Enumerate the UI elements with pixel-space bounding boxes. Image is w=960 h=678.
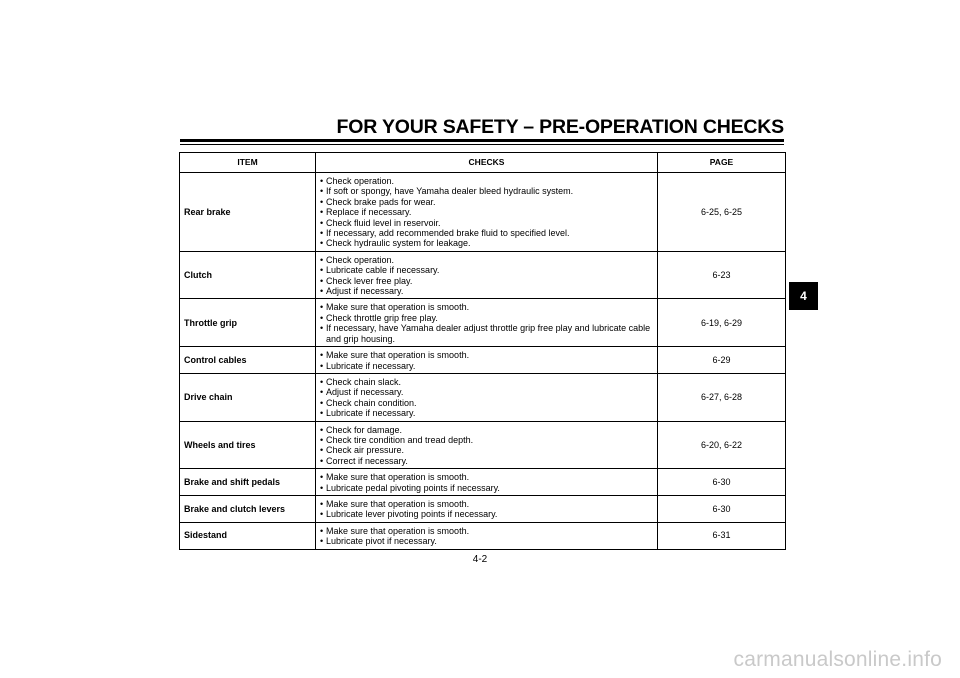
check-list-item: • Lubricate pedal pivoting points if necessary. (320, 483, 653, 493)
check-list-item: • Check fluid level in reservoir. (320, 218, 653, 228)
row-page-ref: 6-30 (658, 495, 786, 522)
check-list-item: • Make sure that operation is smooth. (320, 472, 653, 482)
pre-operation-checks-table (179, 152, 786, 550)
check-list-item: • If necessary, add recommended brake fluid to specified level. (320, 228, 653, 238)
check-list-item: • Make sure that operation is smooth. (320, 350, 653, 360)
check-list-item: • Lubricate cable if necessary. (320, 265, 653, 275)
row-page-ref: 6-25, 6-25 (658, 173, 786, 252)
column-header-page: PAGE (658, 153, 786, 173)
row-item: Rear brake (180, 173, 316, 252)
check-list-item: • Check air pressure. (320, 445, 653, 455)
title-rule-thick (180, 139, 784, 142)
row-item: Sidestand (180, 522, 316, 549)
title-rule-thin (180, 144, 784, 145)
table-row (180, 469, 786, 496)
row-page-ref: 6-30 (658, 469, 786, 496)
check-list-item: • Make sure that operation is smooth. (320, 499, 653, 509)
table-header-row (180, 153, 786, 173)
check-list-item: • Adjust if necessary. (320, 387, 653, 397)
table-row (180, 522, 786, 549)
row-item: Throttle grip (180, 299, 316, 347)
table-row (180, 299, 786, 347)
check-list-item: • If soft or spongy, have Yamaha dealer bleed hydraulic system. (320, 186, 653, 196)
table-row (180, 251, 786, 299)
check-list-item: • Lubricate if necessary. (320, 408, 653, 418)
chapter-tab: 4 (789, 282, 818, 310)
row-page-ref: 6-20, 6-22 (658, 421, 786, 469)
check-list-item: • Check chain condition. (320, 398, 653, 408)
row-item: Brake and shift pedals (180, 469, 316, 496)
check-list-item: • Check lever free play. (320, 276, 653, 286)
check-list-item: • Check hydraulic system for leakage. (320, 238, 653, 248)
table-row (180, 495, 786, 522)
row-page-ref: 6-23 (658, 251, 786, 299)
check-list-item: • Replace if necessary. (320, 207, 653, 217)
watermark: carmanualsonline.info (733, 648, 942, 671)
table-row (180, 421, 786, 469)
check-list-item: • Adjust if necessary. (320, 286, 653, 296)
table-row (180, 347, 786, 374)
check-list-item: • Lubricate lever pivoting points if necessary. (320, 509, 653, 519)
check-list-item: • Check throttle grip free play. (320, 313, 653, 323)
row-page-ref: 6-19, 6-29 (658, 299, 786, 347)
row-checks (316, 373, 658, 421)
row-checks (316, 469, 658, 496)
check-list-item: • If necessary, have Yamaha dealer adjust throttle grip free play and lubricate cable and grip housing. (320, 323, 653, 344)
check-list-item: • Make sure that operation is smooth. (320, 526, 653, 536)
row-page-ref: 6-29 (658, 347, 786, 374)
row-checks (316, 299, 658, 347)
page-number: 4-2 (472, 554, 488, 565)
row-item: Clutch (180, 251, 316, 299)
check-list-item: • Check tire condition and tread depth. (320, 435, 653, 445)
row-item: Brake and clutch levers (180, 495, 316, 522)
row-checks (316, 522, 658, 549)
row-checks (316, 495, 658, 522)
check-list-item: • Check operation. (320, 255, 653, 265)
row-checks (316, 421, 658, 469)
check-list-item: • Correct if necessary. (320, 456, 653, 466)
check-list-item: • Check brake pads for wear. (320, 197, 653, 207)
check-list-item: • Lubricate pivot if necessary. (320, 536, 653, 546)
check-list-item: • Check operation. (320, 176, 653, 186)
table-row (180, 373, 786, 421)
row-checks (316, 173, 658, 252)
page-title: FOR YOUR SAFETY – PRE-OPERATION CHECKS (336, 116, 784, 138)
column-header-item: ITEM (180, 153, 316, 173)
table-row (180, 173, 786, 252)
row-page-ref: 6-27, 6-28 (658, 373, 786, 421)
row-item: Wheels and tires (180, 421, 316, 469)
row-item: Control cables (180, 347, 316, 374)
check-list-item: • Make sure that operation is smooth. (320, 302, 653, 312)
row-checks (316, 347, 658, 374)
check-list-item: • Lubricate if necessary. (320, 361, 653, 371)
row-checks (316, 251, 658, 299)
row-page-ref: 6-31 (658, 522, 786, 549)
check-list-item: • Check for damage. (320, 425, 653, 435)
row-item: Drive chain (180, 373, 316, 421)
column-header-checks: CHECKS (316, 153, 658, 173)
check-list-item: • Check chain slack. (320, 377, 653, 387)
